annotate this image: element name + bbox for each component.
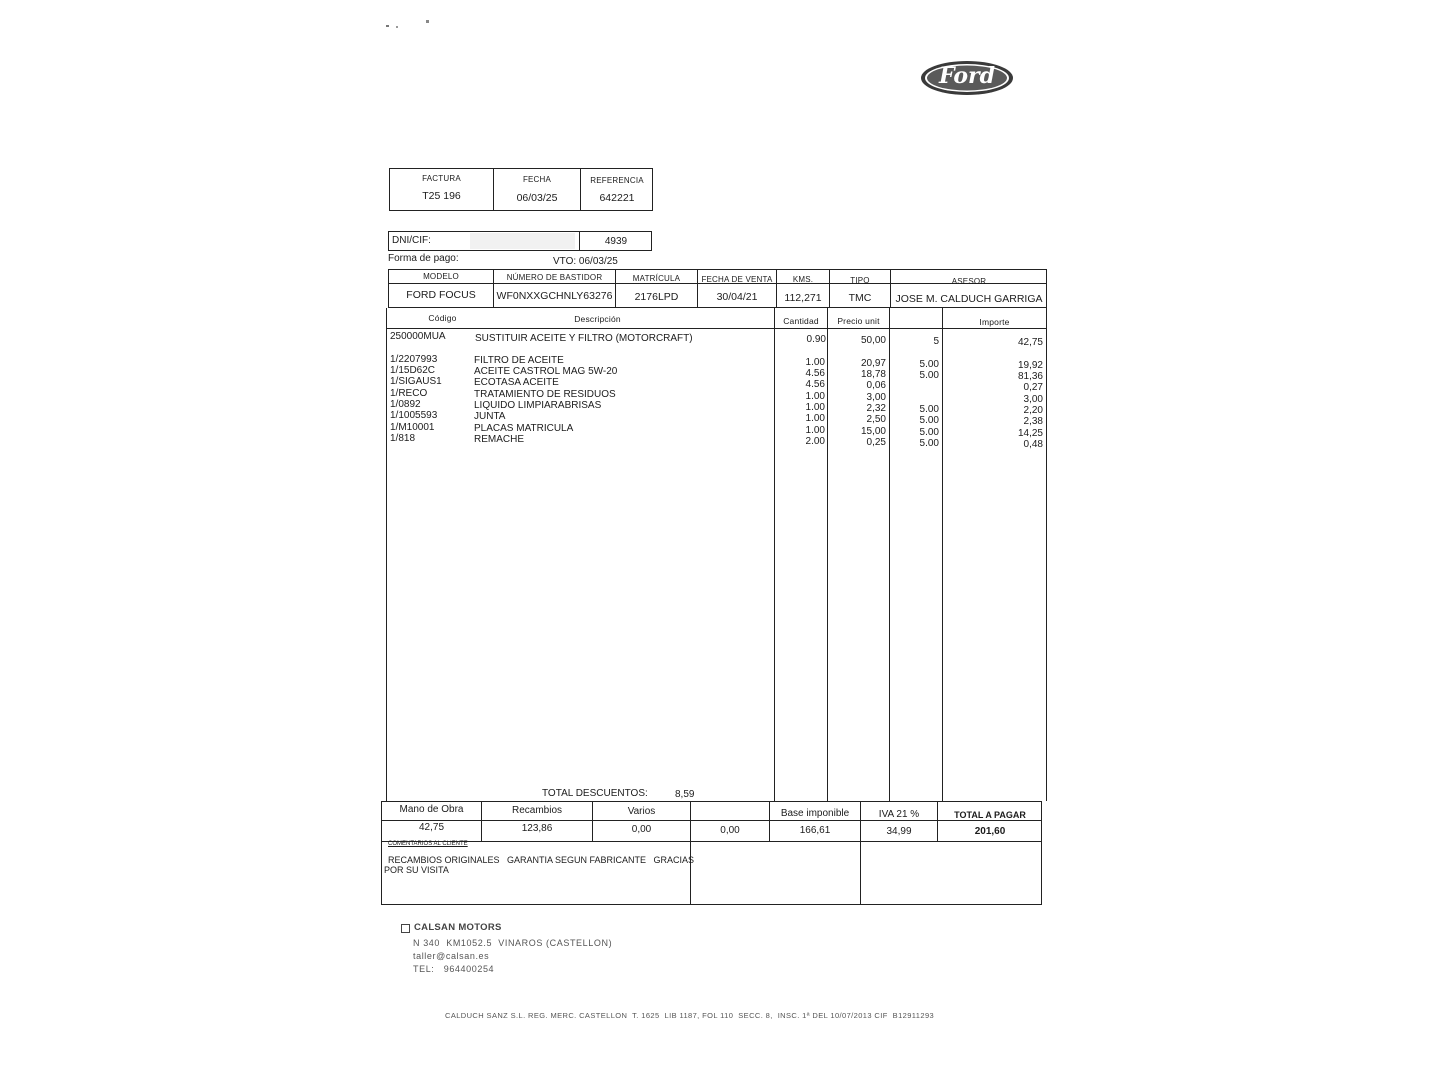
line-precio: 0,25 [866,437,886,448]
varios-label: Varios [627,806,656,817]
vehicle-tipo: TMC [848,292,872,304]
vto-date: VTO: 06/03/25 [553,256,618,267]
mano-obra-label: Mano de Obra [399,804,464,815]
line-precio: 50,00 [860,335,886,346]
comments-label: COMENTARIOS AL CLIENTE [388,841,468,847]
vehicle-header-matricula: MATRÍCULA [632,274,681,283]
referencia-value: 642221 [599,192,635,204]
line-cantidad: 2.00 [805,436,825,447]
line-descripcion: ACEITE CASTROL MAG 5W-20 [474,366,618,377]
vehicle-header-bastidor: NÚMERO DE BASTIDOR [506,273,603,282]
total-descuentos-value: 8,59 [675,789,695,800]
scan-speck [426,20,429,23]
checkbox-icon [401,924,410,933]
line-descuento: 5.00 [919,370,939,381]
line-precio: 3,00 [866,392,886,403]
vehicle-matricula: 2176LPD [634,291,679,303]
line-precio: 15,00 [860,426,886,437]
line-descripcion: JUNTA [474,411,506,422]
line-descripcion: ECOTASA ACEITE [474,377,559,388]
total-descuentos-label: TOTAL DESCUENTOS: [542,788,648,799]
referencia-label: REFERENCIA [590,176,644,185]
line-codigo: 1/1005593 [390,410,438,421]
ford-logo [920,60,1014,96]
iva-label: IVA 21 % [878,809,920,820]
vehicle-bastidor: WF0NXXGCHNLY63276 [496,290,613,302]
vehicle-fecha-venta: 30/04/21 [716,291,758,303]
line-importe: 2,38 [1023,416,1043,427]
iva-value: 34,99 [886,826,912,837]
line-descripcion: PLACAS MATRICULA [474,423,574,434]
dni-suffix: 4939 [604,236,628,247]
total-a-pagar-value: 201,60 [974,826,1006,837]
line-cantidad: 1.00 [805,391,825,402]
line-cantidad: 1.00 [805,402,825,413]
recambios-value: 123,86 [521,823,553,834]
vehicle-asesor: JOSE M. CALDUCH GARRIGA [895,293,1043,305]
line-codigo: 1/0892 [390,399,421,410]
company-address: N 340 KM1052.5 VINAROS (CASTELLON) [413,938,613,948]
legal-footer: CALDUCH SANZ S.L. REG. MERC. CASTELLON T. 1625 LIB 1187, FOL 110 SECC. 8, INSC. 1ª DEL 10/07/2013 CIF B12911293 [445,1011,935,1020]
lines-header-descripcion: Descripción [574,314,621,324]
line-precio: 18,78 [860,369,886,380]
line-importe: 19,92 [1017,360,1043,371]
forma-pago-label: Forma de pago: [388,253,459,264]
line-cantidad: 4.56 [805,379,825,390]
line-precio: 0,06 [866,380,886,391]
parts-lines [390,354,1044,454]
ford-logo-text: Ford [938,63,996,89]
lines-header-importe: Importe [979,317,1010,327]
line-precio: 2,32 [866,403,886,414]
base-imponible-value: 166,61 [799,825,831,836]
line-cantidad: 4.56 [805,368,825,379]
dni-label: DNI/CIF: [392,235,431,246]
vehicle-header-asesor: ASESOR [951,277,987,286]
company-phone: TEL: 964400254 [413,964,495,974]
line-descripcion: TRATAMIENTO DE RESIDUOS [474,389,616,400]
scan-speck [396,26,398,28]
line-cantidad: 1.00 [805,357,825,368]
fecha-label: FECHA [522,175,552,184]
dni-redaction [470,233,575,249]
line-importe: 42,75 [1017,337,1043,348]
factura-label: FACTURA [422,174,461,183]
vehicle-header-modelo: MODELO [423,272,459,281]
comments-line-1: RECAMBIOS ORIGINALES GARANTIA SEGUN FABRICANTE GRACIAS [388,855,695,865]
line-codigo: 1/818 [390,433,416,444]
mano-obra-value: 42,75 [418,822,445,833]
line-importe: 2,20 [1023,405,1043,416]
line-codigo: 1/RECO [390,388,428,399]
total-a-pagar-label: TOTAL A PAGAR [954,810,1026,820]
factura-value: T25 196 [422,190,461,202]
otros-value: 0,00 [720,825,740,836]
line-descuento: 5 [933,336,939,347]
line-descripcion: FILTRO DE ACEITE [474,355,564,366]
line-importe: 3,00 [1023,394,1043,405]
line-descripcion: SUSTITUIR ACEITE Y FILTRO (MOTORCRAFT) [475,333,693,344]
vehicle-header-tipo: TIPO [850,276,870,285]
line-descuento: 5.00 [919,415,939,426]
recambios-label: Recambios [511,805,563,816]
vehicle-kms: 112,271 [784,292,822,304]
line-cantidad: 1.00 [805,413,825,424]
line-codigo: 1/2207993 [390,354,438,365]
line-descuento: 5.00 [919,404,939,415]
line-codigo: 1/SIGAUS1 [390,376,442,387]
vehicle-modelo: FORD FOCUS [406,289,476,301]
line-descuento: 5.00 [919,438,939,449]
line-descuento: 5.00 [919,427,939,438]
line-importe: 0,27 [1023,382,1043,393]
line-descuento: 5.00 [919,359,939,370]
varios-value: 0,00 [631,824,652,835]
comments-line-2: POR SU VISITA [384,865,449,875]
lines-header-cantidad: Cantidad [783,316,819,326]
line-codigo: 1/15D62C [390,365,436,376]
line-precio: 20,97 [860,358,886,369]
lines-header-codigo: Código [428,313,457,323]
vehicle-header-kms: KMS. [792,275,814,284]
line-importe: 14,25 [1017,428,1043,439]
line-importe: 0,48 [1023,439,1043,450]
labour-line [390,331,1044,348]
line-precio: 2,50 [866,414,886,425]
line-cantidad: 0.90 [806,334,826,345]
company-email: taller@calsan.es [413,951,490,961]
vehicle-header-fecha-venta: FECHA DE VENTA [701,275,773,284]
base-imponible-label: Base imponible [780,808,850,819]
line-codigo: 1/M10001 [390,422,435,433]
lines-header-precio: Precio unit [837,316,880,326]
line-importe: 81,36 [1017,371,1043,382]
company-name: CALSAN MOTORS [414,922,502,933]
line-descripcion: LIQUIDO LIMPIARABRISAS [474,400,602,411]
fecha-value: 06/03/25 [516,192,558,204]
line-cantidad: 1.00 [805,425,825,436]
line-descripcion: REMACHE [474,434,525,445]
scan-speck [386,25,389,27]
line-codigo: 250000MUA [390,331,446,342]
